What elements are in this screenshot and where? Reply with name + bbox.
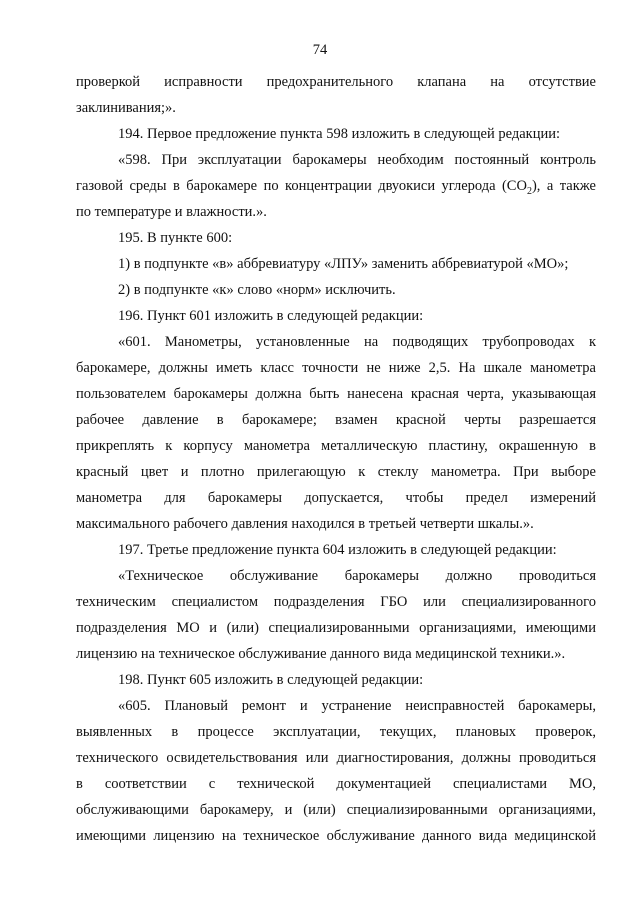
- text-line: пользователем барокамеры должна быть нанесена красная черта, указывающая: [76, 386, 596, 402]
- text-line: лицензию на техническое обслуживание данного вида медицинской техники.».: [76, 646, 566, 662]
- text-line: технического освидетельствования или диагностирования, должны проводиться: [76, 750, 596, 766]
- text-line: 195. В пункте 600:: [118, 230, 233, 246]
- text-line: максимального рабочего давления находился в третьей четверти шкалы.».: [76, 516, 534, 532]
- text-line: «Техническое обслуживание барокамеры должно проводиться: [118, 568, 596, 584]
- co2-subscript: 2: [526, 185, 532, 197]
- page-number: 74: [312, 42, 328, 58]
- text-line: «605. Плановый ремонт и устранение неисправностей барокамеры,: [118, 698, 596, 714]
- text-line: 2) в подпункте «к» слово «норм» исключить.: [118, 282, 396, 298]
- text-line: 197. Третье предложение пункта 604 изложить в следующей редакции:: [118, 542, 557, 558]
- text-line: красный цвет и плотно прилегающую к стеклу манометра. При выборе: [76, 464, 596, 480]
- text-line: подразделения МО и (или) специализированными организациями, имеющими: [76, 620, 596, 636]
- text-line-co2: [76, 176, 596, 196]
- text-line: 196. Пункт 601 изложить в следующей редакции:: [118, 308, 424, 324]
- text-line: «598. При эксплуатации барокамеры необходим постоянный контроль: [118, 152, 596, 168]
- text-line: прикреплять к корпусу манометра металлическую пластину, окрашенную в: [76, 438, 596, 454]
- text-line: барокамере, должны иметь класс точности не ниже 2,5. На шкале манометра: [76, 360, 596, 376]
- text-line: рабочее давление в барокамере; взамен красной черты разрешается: [76, 412, 596, 428]
- text-line-co2-head: газовой среды в барокамере по концентрации двуокиси углерода (CO: [76, 178, 527, 194]
- text-line: «601. Манометры, установленные на подводящих трубопроводах к: [118, 334, 596, 350]
- text-line: 198. Пункт 605 изложить в следующей редакции:: [118, 672, 424, 688]
- text-line: техническим специалистом подразделения ГБО или специализированного: [76, 594, 596, 610]
- text-line: манометра для барокамеры допускается, чтобы предел измерений: [76, 490, 596, 506]
- text-line-co2-tail: ), а также: [531, 178, 596, 194]
- text-line: 1) в подпункте «в» аббревиатуру «ЛПУ» заменить аббревиатурой «МО»;: [118, 256, 569, 272]
- text-line: обслуживающими барокамеру, и (или) специализированными организациями,: [76, 802, 596, 818]
- text-line: в соответствии с технической документацией специалистами МО,: [76, 776, 596, 792]
- text-line: по температуре и влажности.».: [76, 204, 267, 220]
- text-line: 194. Первое предложение пункта 598 изложить в следующей редакции:: [118, 126, 561, 142]
- text-line: выявленных в процессе эксплуатации, текущих, плановых проверок,: [76, 724, 596, 740]
- text-line: заклинивания;».: [76, 100, 176, 116]
- text-line: проверкой исправности предохранительного клапана на отсутствие: [76, 74, 596, 90]
- text-line: имеющими лицензию на техническое обслуживание данного вида медицинской: [76, 828, 596, 844]
